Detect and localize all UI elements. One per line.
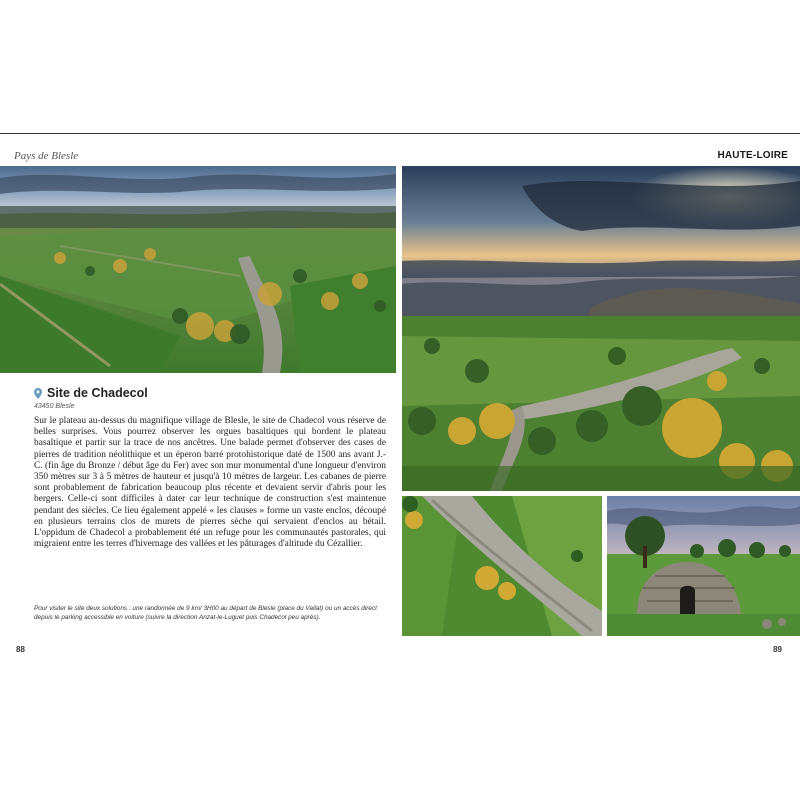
aerial-valley-photo [0,166,396,373]
stone-hut-photo [607,496,800,636]
map-pin-icon [34,388,42,399]
article-location: 43450 Blesle [34,403,75,410]
aerial-stone-wall-photo [402,496,602,636]
article-title [34,386,148,400]
section-header-left: Pays de Blesle [14,150,79,162]
article-title-text: Site de Chadecol [47,386,148,400]
header-rule [0,133,800,134]
visit-note: Pour visiter le site deux solutions : une randonnée de 9 km/ 3H00 au départ de Blesle (place du Vallat) ou un accès direct depuis le parking accessible en voiture (suivre la direction Anzat-le-Luguet puis Chadecol peu après). [34,605,377,621]
page-number-left: 88 [16,645,25,654]
page-number-right: 89 [773,645,782,654]
sunset-stone-wall-photo [402,166,800,491]
article-body: Sur le plateau au-dessus du magnifique village de Blesle, le site de Chadecol vous réserve de belles surprises. Vous pourrez observer les orgues basaltiques qui bordent le plateau basaltique et partir sur la trace de nos ancêtres. Une balade permet d'observer des cases de pierres de tradition néolithique et un éperon barré protohistorique daté de 1500 ans avant J.-C. (fin âge du Bronze / début âge du Fer) avec son mur monumental d'une longueur d'environ 350 mètres sur 3 à 5 mètres de hauteur et jusqu'à 10 mètres de largeur. Les cabanes de pierre sont probablement de fabrication beaucoup plus récente et devaient servir d'abris pour les bergers. Celle-ci sont difficiles à dater car leur technique de construction s'est maintenue pendant des siècles. Ce lieu également appelé « les clauses » forme un vaste enclos, découpé en plusieurs terrains clos de murets de pierres sèche qui servaient d'enclos au bétail. L'oppidum de Chadecol a probablement été un refuge pour les communautés pastorales, qui migraient entre les terres d'hivernage des vallées et les pâturages d'altitude du Cézallier. [34,416,386,550]
section-header-right: HAUTE-LOIRE [717,150,788,161]
